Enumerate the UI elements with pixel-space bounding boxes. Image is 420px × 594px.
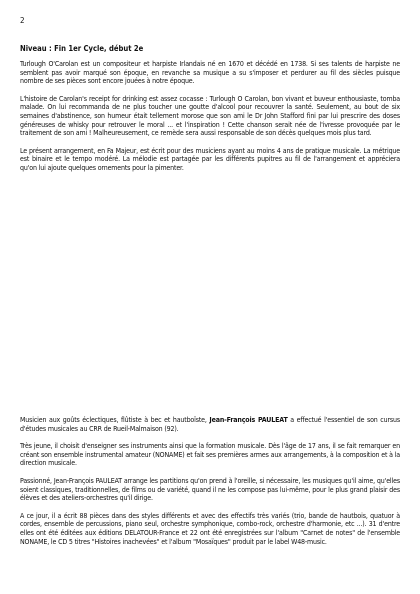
author-name: Jean-François PAULEAT [209,416,288,424]
bio-paragraph-arranging: Passionné, Jean-François PAULEAT arrange les partitions qu'on prend à l'oreille, si nécessaire, les musiques qu'il aime, qu'elles soient classiques, traditionnelles, de films ou de variété, quand il ne les compose pas lui-même, pour le plus grand plaisir des élèves et des ateliers-orchestres qu'il dirige. [20,476,400,503]
level-heading: Niveau : Fin 1er Cycle, début 2e [20,44,144,53]
bio-intro-text: Musicien aux goûts éclectiques, flûtiste à bec et hautboïste, [20,416,210,424]
intro-section [20,44,400,182]
intro-paragraph-arrangement: Le présent arrangement, en Fa Majeur, est écrit pour des musiciens ayant au moins 4 ans de pratique musicale. La métrique est binaire et le tempo modéré. La mélodie est partagée par les différents pupitres au fil de l'arrangement et appréciera qu'on lui ajoute quelques ornements pour la pimenter. [20,146,400,172]
bio-paragraph-intro [20,416,400,433]
intro-paragraph-story: L'histoire de Carolan's receipt for drinking est assez cocasse : Turlough O Carolan, bon vivant et buveur enthousiaste, tomba malade. On lui recommanda de ne plus toucher une goutte d'alcool pour recouvrer la santé. Seulement, au bout de six semaines d'abstinence, son humeur était tellement morose que son ami le Dr John Stafford fini par lui prescrire des doses généreuses de whisky pour retrouver le moral ... et l'inspiration ! Cette chanson serait née de l'ivresse provoquée par le traitement de son ami ! Malheureusement, ce remède sera aussi responsable de son décès quelques mois plus tard. [20,94,400,138]
bio-paragraph-works: A ce jour, il a écrit 88 pièces dans des styles différents et avec des effectifs très variés (trio, bande de hautbois, quatuor à cordes, ensemble de percussions, piano seul, orchestre symphonique, combo-rock, orchestre d'harmonie, etc ...). 31 d'entre elles ont été éditées aux éditions DELATOUR-France et 22 ont été enregistrées sur l'album "Carnet de notes" de l'ensemble NONAME, le CD 5 titres "Histoires inachevées" et l'album "Mosaïques" produit par le label W48-music. [20,511,400,546]
page-number: 2 [20,16,25,25]
biography-section [20,416,400,555]
bio-paragraph-teaching: Très jeune, il choisit d'enseigner ses instruments ainsi que la formation musicale. Dès l'âge de 17 ans, il se fait remarquer en créant son ensemble instrumental amateur (NONAME) et fait ses premières armes aux arrangements, à la composition et à la direction musicale. [20,442,400,468]
bio-intro-text-end: a effectué l'essentiel de son cursus d'études musicales au CRR de Rueil-Malmaison (92). [20,416,400,433]
intro-paragraph-composer: Turlough O'Carolan est un compositeur et harpiste Irlandais né en 1670 et décédé en 1738. Si ses talents de harpiste ne semblent pas avoir marqué son époque, en revanche sa musique a su s'imposer et perdurer au fil des siècles puisque nombre de ses pièces sont encore jouées à notre époque. [20,60,400,86]
